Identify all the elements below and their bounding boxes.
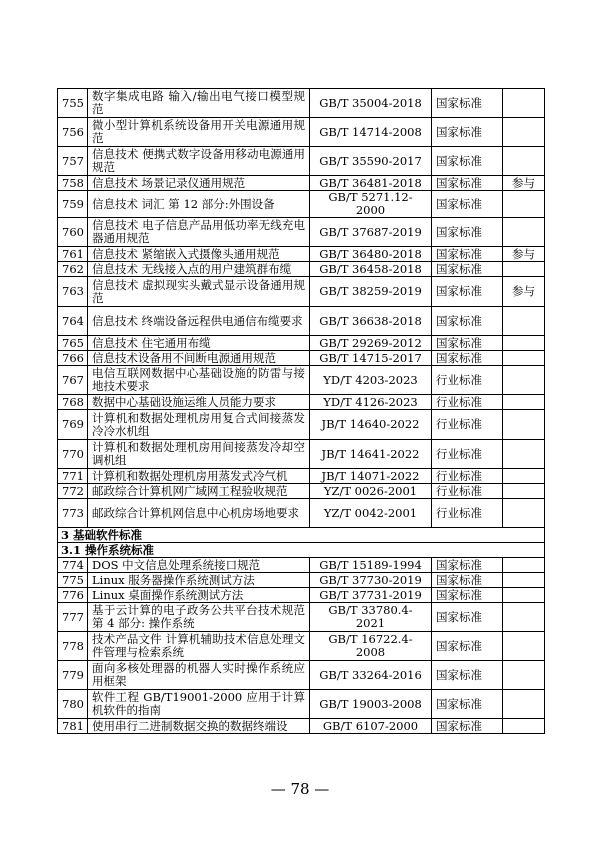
- standard-type: 行业标准: [432, 469, 503, 484]
- standard-type: 国家标准: [432, 661, 503, 690]
- standard-name: 信息技术 终端设备远程供电通信布缆要求: [88, 307, 310, 336]
- standard-code: YZ/T 0042-2001: [310, 499, 432, 528]
- row-number: 778: [58, 632, 88, 661]
- participation-note: 参与: [503, 277, 545, 307]
- row-number: 759: [58, 191, 88, 218]
- participation-note: [503, 218, 545, 247]
- row-number: 774: [58, 558, 88, 573]
- table-row: [58, 351, 545, 366]
- standard-code: GB/T 38259-2019: [310, 277, 432, 307]
- standard-name: Linux 桌面操作系统测试方法: [88, 588, 310, 603]
- row-number: 781: [58, 719, 88, 734]
- table-row: [58, 499, 545, 528]
- section-row: [58, 543, 545, 558]
- standard-code: GB/T 37730-2019: [310, 573, 432, 588]
- participation-note: [503, 307, 545, 336]
- standard-type: 国家标准: [432, 719, 503, 734]
- table-row: [58, 719, 545, 734]
- participation-note: [503, 440, 545, 469]
- section-heading-basic-software: 3 基础软件标准: [58, 528, 545, 543]
- participation-note: [503, 336, 545, 351]
- standard-code: GB/T 37731-2019: [310, 588, 432, 603]
- standard-name: 使用串行二进制数据交换的数据终端设: [88, 719, 310, 734]
- participation-note: [503, 484, 545, 499]
- row-number: 755: [58, 89, 88, 118]
- row-number: 777: [58, 603, 88, 632]
- standard-type: 行业标准: [432, 395, 503, 410]
- standard-name: 电信互联网数据中心基础设施的防雷与接地技术要求: [88, 366, 310, 395]
- standard-code: GB/T 35590-2017: [310, 147, 432, 176]
- table-row: [58, 247, 545, 262]
- table-row: [58, 118, 545, 147]
- table-row: [58, 484, 545, 499]
- standard-type: 国家标准: [432, 558, 503, 573]
- standard-type: 国家标准: [432, 147, 503, 176]
- row-number: 764: [58, 307, 88, 336]
- standard-name: 面向多核处理器的机器人实时操作系统应用框架: [88, 661, 310, 690]
- table-row: [58, 410, 545, 440]
- standard-name: 信息技术 虚拟现实头戴式显示设备通用规范: [88, 277, 310, 307]
- table-row: [58, 147, 545, 176]
- standard-name: 信息技术 词汇 第 12 部分:外围设备: [88, 191, 310, 218]
- standard-type: 行业标准: [432, 440, 503, 469]
- standard-name: 信息技术设备用不间断电源通用规范: [88, 351, 310, 366]
- standard-code: GB/T 19003-2008: [310, 690, 432, 719]
- standard-code: GB/T 35004-2018: [310, 89, 432, 118]
- standard-code: JB/T 14071-2022: [310, 469, 432, 484]
- participation-note: [503, 499, 545, 528]
- table-row: [58, 277, 545, 307]
- standard-type: 国家标准: [432, 218, 503, 247]
- participation-note: [503, 89, 545, 118]
- standard-name: 数据中心基础设施运维人员能力要求: [88, 395, 310, 410]
- participation-note: [503, 410, 545, 440]
- row-number: 756: [58, 118, 88, 147]
- standard-code: GB/T 6107-2000: [310, 719, 432, 734]
- table-row: [58, 191, 545, 218]
- row-number: 772: [58, 484, 88, 499]
- participation-note: [503, 719, 545, 734]
- page-number: — 78 —: [270, 780, 330, 798]
- standard-type: 国家标准: [432, 573, 503, 588]
- row-number: 768: [58, 395, 88, 410]
- participation-note: [503, 147, 545, 176]
- row-number: 776: [58, 588, 88, 603]
- standards-table: [57, 88, 545, 734]
- standard-type: 国家标准: [432, 351, 503, 366]
- standard-type: 国家标准: [432, 118, 503, 147]
- row-number: 757: [58, 147, 88, 176]
- standard-code: GB/T 29269-2012: [310, 336, 432, 351]
- table-row: [58, 573, 545, 588]
- standard-name: 数字集成电路 输入/输出电气接口模型规范: [88, 89, 310, 118]
- row-number: 762: [58, 262, 88, 277]
- standard-name: 信息技术 电子信息产品用低功率无线充电器通用规范: [88, 218, 310, 247]
- row-number: 773: [58, 499, 88, 528]
- table-row: [58, 307, 545, 336]
- participation-note: 参与: [503, 176, 545, 191]
- row-number: 760: [58, 218, 88, 247]
- participation-note: [503, 351, 545, 366]
- standard-code: JB/T 14640-2022: [310, 410, 432, 440]
- standard-code: GB/T 33264-2016: [310, 661, 432, 690]
- standard-name: 计算机和数据处理机房用蒸发式冷气机: [88, 469, 310, 484]
- standard-code: GB/T 36481-2018: [310, 176, 432, 191]
- participation-note: [503, 573, 545, 588]
- standard-name: 邮政综合计算机网信息中心机房场地要求: [88, 499, 310, 528]
- standard-name: 计算机和数据处理机房用间接蒸发冷却空调机组: [88, 440, 310, 469]
- standard-type: 国家标准: [432, 191, 503, 218]
- standard-type: 国家标准: [432, 176, 503, 191]
- table-row: [58, 469, 545, 484]
- row-number: 761: [58, 247, 88, 262]
- row-number: 769: [58, 410, 88, 440]
- participation-note: [503, 558, 545, 573]
- row-number: 780: [58, 690, 88, 719]
- row-number: 770: [58, 440, 88, 469]
- standard-code: GB/T 15189-1994: [310, 558, 432, 573]
- table-row: [58, 336, 545, 351]
- standard-type: 国家标准: [432, 588, 503, 603]
- standard-name: 计算机和数据处理机房用复合式间接蒸发冷冷水机组: [88, 410, 310, 440]
- standard-code: GB/T 14714-2008: [310, 118, 432, 147]
- participation-note: [503, 118, 545, 147]
- standard-code: GB/T 14715-2017: [310, 351, 432, 366]
- table-row: [58, 558, 545, 573]
- standard-name: 信息技术 紧缩嵌入式摄像头通用规范: [88, 247, 310, 262]
- standard-name: 信息技术 住宅通用布缆: [88, 336, 310, 351]
- participation-note: [503, 366, 545, 395]
- table-row: [58, 395, 545, 410]
- table-row: [58, 176, 545, 191]
- participation-note: 参与: [503, 247, 545, 262]
- participation-note: [503, 690, 545, 719]
- table-row: [58, 440, 545, 469]
- standard-name: 技术产品文件 计算机辅助技术信息处理文件管理与检索系统: [88, 632, 310, 661]
- row-number: 779: [58, 661, 88, 690]
- standard-code: GB/T 36638-2018: [310, 307, 432, 336]
- standard-type: 国家标准: [432, 247, 503, 262]
- standard-type: 国家标准: [432, 603, 503, 632]
- table-row: [58, 603, 545, 632]
- table-row: [58, 661, 545, 690]
- row-number: 765: [58, 336, 88, 351]
- standard-name: 信息技术 无线接入点的用户建筑群布缆: [88, 262, 310, 277]
- standard-type: 国家标准: [432, 262, 503, 277]
- standard-code: GB/T 16722.4-2008: [310, 632, 432, 661]
- participation-note: [503, 395, 545, 410]
- standard-type: 行业标准: [432, 410, 503, 440]
- participation-note: [503, 661, 545, 690]
- table-row: [58, 632, 545, 661]
- standard-code: YZ/T 0026-2001: [310, 484, 432, 499]
- section-heading-os: 3.1 操作系统标准: [58, 543, 545, 558]
- participation-note: [503, 588, 545, 603]
- standard-code: GB/T 5271.12-2000: [310, 191, 432, 218]
- standard-name: DOS 中文信息处理系统接口规范: [88, 558, 310, 573]
- participation-note: [503, 262, 545, 277]
- standard-name: 微小型计算机系统设备用开关电源通用规范: [88, 118, 310, 147]
- row-number: 767: [58, 366, 88, 395]
- standard-type: 行业标准: [432, 499, 503, 528]
- section-row: [58, 528, 545, 543]
- row-number: 758: [58, 176, 88, 191]
- participation-note: [503, 191, 545, 218]
- row-number: 763: [58, 277, 88, 307]
- participation-note: [503, 603, 545, 632]
- standard-type: 国家标准: [432, 690, 503, 719]
- standard-type: 国家标准: [432, 277, 503, 307]
- standard-type: 国家标准: [432, 336, 503, 351]
- standard-name: 软件工程 GB/T19001-2000 应用于计算机软件的指南: [88, 690, 310, 719]
- standard-type: 国家标准: [432, 89, 503, 118]
- standard-code: YD/T 4126-2023: [310, 395, 432, 410]
- standard-code: GB/T 36480-2018: [310, 247, 432, 262]
- row-number: 766: [58, 351, 88, 366]
- table-row: [58, 588, 545, 603]
- standard-type: 行业标准: [432, 366, 503, 395]
- standard-code: JB/T 14641-2022: [310, 440, 432, 469]
- table-row: [58, 690, 545, 719]
- table-row: [58, 366, 545, 395]
- participation-note: [503, 469, 545, 484]
- standard-type: 行业标准: [432, 484, 503, 499]
- standard-name: Linux 服务器操作系统测试方法: [88, 573, 310, 588]
- standard-code: GB/T 33780.4-2021: [310, 603, 432, 632]
- standard-name: 邮政综合计算机网广域网工程验收规范: [88, 484, 310, 499]
- standard-type: 国家标准: [432, 307, 503, 336]
- standard-name: 基于云计算的电子政务公共平台技术规范 第 4 部分: 操作系统: [88, 603, 310, 632]
- table-row: [58, 89, 545, 118]
- standard-name: 信息技术 场景记录仪通用规范: [88, 176, 310, 191]
- standard-code: GB/T 36458-2018: [310, 262, 432, 277]
- table-row: [58, 218, 545, 247]
- participation-note: [503, 632, 545, 661]
- row-number: 771: [58, 469, 88, 484]
- row-number: 775: [58, 573, 88, 588]
- standard-type: 国家标准: [432, 632, 503, 661]
- standard-code: YD/T 4203-2023: [310, 366, 432, 395]
- table-row: [58, 262, 545, 277]
- standard-code: GB/T 37687-2019: [310, 218, 432, 247]
- standard-name: 信息技术 便携式数字设备用移动电源通用规范: [88, 147, 310, 176]
